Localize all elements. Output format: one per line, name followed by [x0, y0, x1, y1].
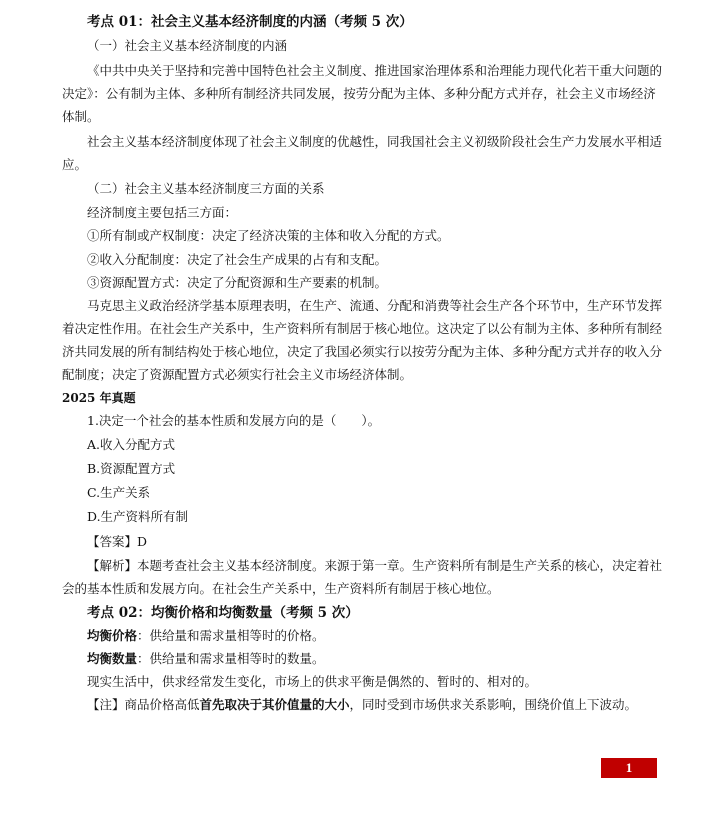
paragraph-line: 着决定性作用。在社会生产关系中，生产资料所有制居于核心地位。这决定了以公有制为主体、多种所有制经: [62, 321, 663, 336]
point1-subheading-2: （二）社会主义基本经济制度三方面的关系: [87, 181, 325, 196]
paragraph-line: 配制度；决定了资源配置方式必须实行社会主义市场经济体制。: [62, 367, 413, 382]
list-item: ①所有制或产权制度：决定了经济决策的主体和收入分配的方式。: [87, 228, 450, 243]
definition-equilibrium-price: [87, 628, 687, 644]
exam-analysis-line: 会的基本性质和发展方向。在社会生产关系中，生产资料所有制居于核心地位。: [62, 581, 500, 596]
exam-option: B.资源配置方式: [87, 461, 176, 476]
definition-term: 均衡数量: [87, 651, 138, 666]
page-number-badge: 1: [601, 758, 657, 778]
note-prefix: 【注】商品价格高低: [87, 697, 200, 712]
paragraph-line: 应。: [62, 157, 88, 172]
paragraph-line: 决定》：公有制为主体、多种所有制经济共同发展，按劳分配为主体、多种分配方式并存，社会主义市场经济: [62, 86, 656, 101]
note-suffix: ，同时受到市场供求关系影响，围绕价值上下波动。: [349, 697, 638, 712]
point1-subheading-1: （一）社会主义基本经济制度的内涵: [87, 38, 288, 53]
paragraph-line: 社会主义基本经济制度体现了社会主义制度的优越性，同我国社会主义初级阶段社会生产力发展水平相适: [87, 134, 663, 149]
exam-question: 1.决定一个社会的基本性质和发展方向的是（ ）。: [87, 413, 381, 428]
note-emphasis: 首先取决于其价值量的大小: [199, 697, 350, 712]
intro-line: 经济制度主要包括三方面：: [87, 205, 238, 220]
exam-option: D.生产资料所有制: [87, 509, 189, 524]
exam-answer: 【答案】D: [87, 534, 148, 549]
exam-option: A.收入分配方式: [87, 437, 176, 452]
exam-option: C.生产关系: [87, 485, 151, 500]
note-line: [87, 697, 687, 713]
paragraph-line: 体制。: [62, 109, 100, 124]
list-item: ③资源配置方式：决定了分配资源和生产要素的机制。: [87, 275, 388, 290]
definition-text: ：供给量和需求量相等时的数量。: [137, 651, 325, 666]
exam-analysis-line: 【解析】本题考查社会主义基本经济制度。来源于第一章。生产资料所有制是生产关系的核心，决定着社: [87, 558, 663, 573]
definition-text: ：供给量和需求量相等时的价格。: [137, 628, 325, 643]
definition-equilibrium-quantity: [87, 651, 687, 667]
paragraph-line: 济共同发展的所有制结构处于核心地位，决定了我国必须实行以按劳分配为主体、多种分配方式并存的收入分: [62, 344, 663, 359]
list-item: ②收入分配制度：决定了社会生产成果的占有和支配。: [87, 252, 388, 267]
point1-title: 考点 01：社会主义基本经济制度的内涵（考频 5 次）: [87, 14, 413, 30]
reality-line: 现实生活中，供求经常发生变化，市场上的供求平衡是偶然的、暂时的、相对的。: [87, 674, 538, 689]
paragraph-line: 《中共中央关于坚持和完善中国特色社会主义制度、推进国家治理体系和治理能力现代化若干重大问题的: [87, 63, 663, 78]
definition-term: 均衡价格: [87, 628, 138, 643]
paragraph-line: 马克思主义政治经济学基本原理表明，在生产、流通、分配和消费等社会生产各个环节中，生产环节发挥: [87, 298, 663, 313]
exam-heading: 2025 年真题: [62, 391, 136, 405]
point2-title: 考点 02：均衡价格和均衡数量（考频 5 次）: [87, 605, 359, 621]
